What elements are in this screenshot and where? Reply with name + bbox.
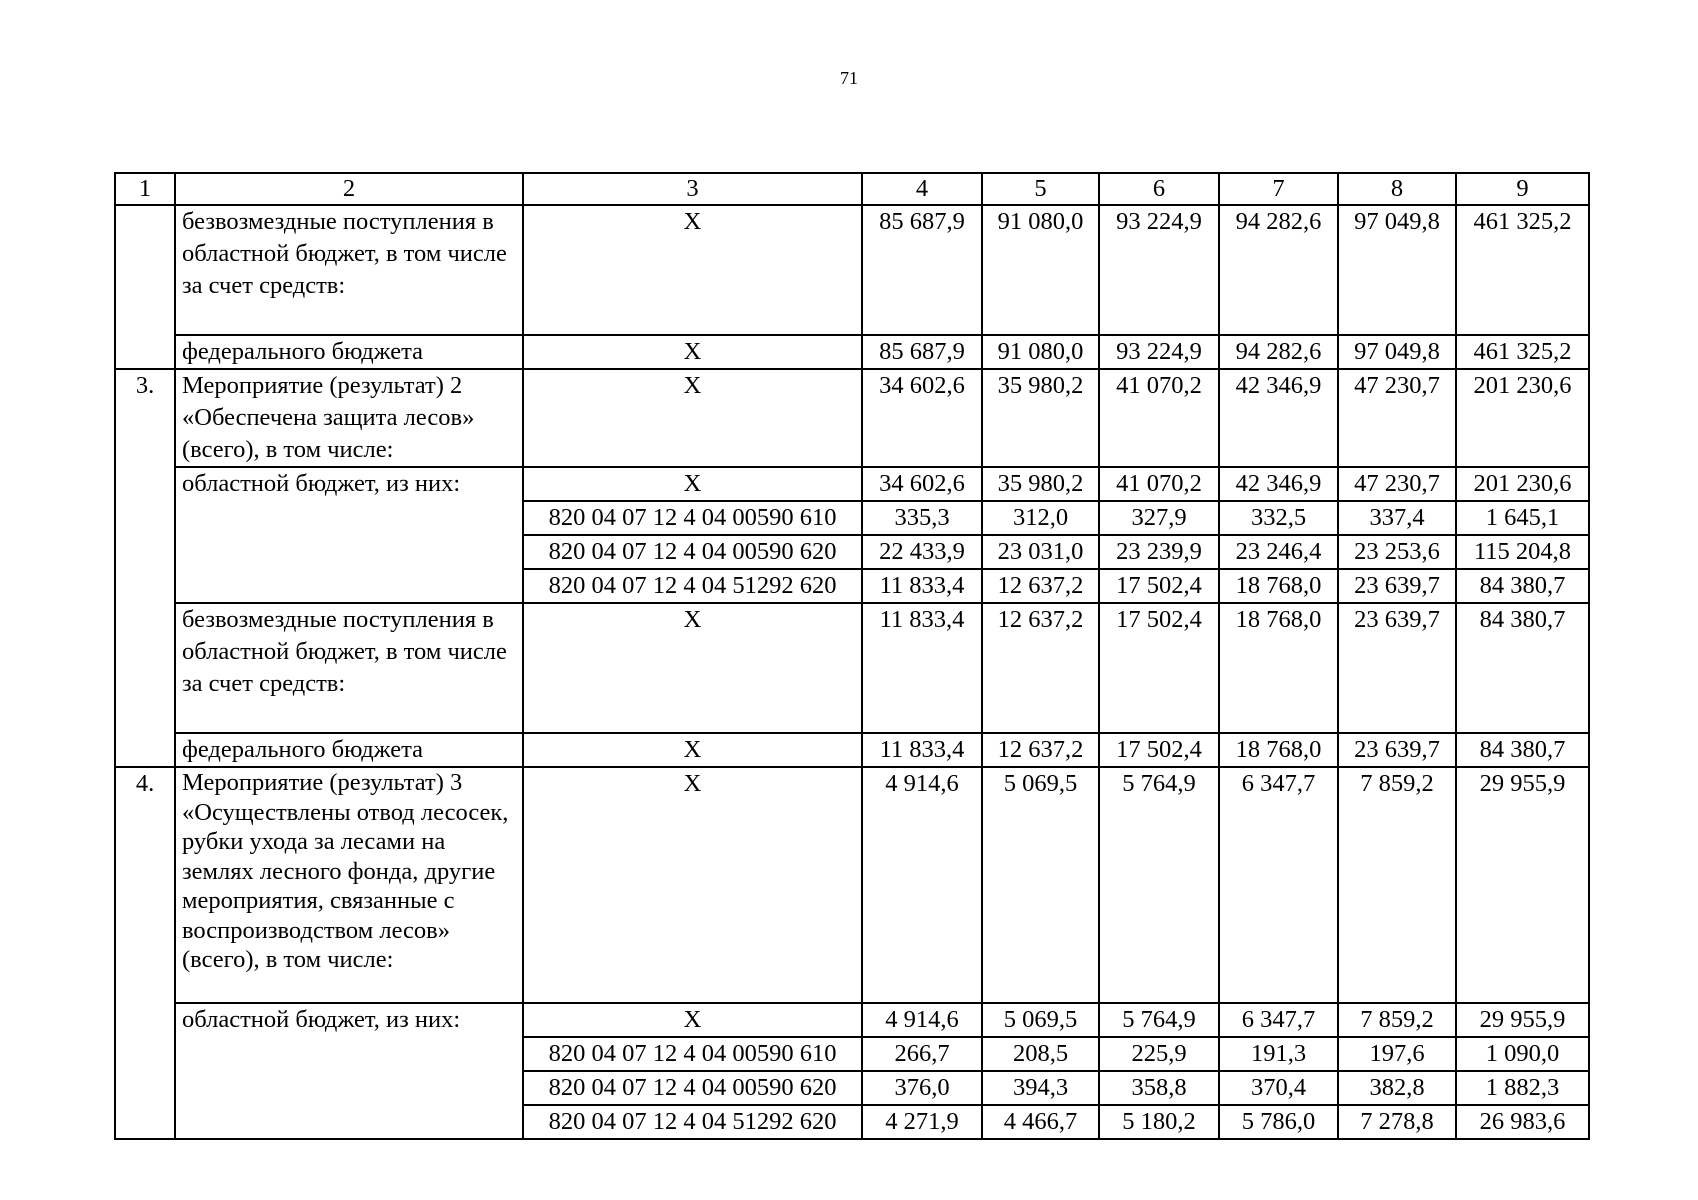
value-cell: 335,3	[862, 501, 982, 535]
value-cell: 358,8	[1099, 1071, 1219, 1105]
value-cell: 23 639,7	[1338, 603, 1456, 733]
table-row	[115, 205, 1589, 335]
value-cell: 5 180,2	[1099, 1105, 1219, 1139]
value-cell: 34 602,6	[862, 369, 982, 467]
value-cell: 17 502,4	[1099, 569, 1219, 603]
value-cell: 382,8	[1338, 1071, 1456, 1105]
value-cell: 94 282,6	[1219, 205, 1338, 335]
value-cell: 201 230,6	[1456, 467, 1589, 501]
value-cell: 6 347,7	[1219, 1003, 1338, 1037]
value-cell: 11 833,4	[862, 603, 982, 733]
value-cell: 18 768,0	[1219, 569, 1338, 603]
table-row	[115, 603, 1589, 733]
row-number-cell: 4.	[115, 767, 175, 1139]
value-cell: 29 955,9	[1456, 1003, 1589, 1037]
description-cell: областной бюджет, из них:	[175, 467, 523, 603]
value-cell: 18 768,0	[1219, 733, 1338, 767]
value-cell: 1 882,3	[1456, 1071, 1589, 1105]
value-cell: 41 070,2	[1099, 369, 1219, 467]
description-cell: областной бюджет, из них:	[175, 1003, 523, 1139]
budget-table	[114, 172, 1590, 1140]
value-cell: 197,6	[1338, 1037, 1456, 1071]
value-cell: 225,9	[1099, 1037, 1219, 1071]
value-cell: 327,9	[1099, 501, 1219, 535]
value-cell: 22 433,9	[862, 535, 982, 569]
value-cell: 34 602,6	[862, 467, 982, 501]
value-cell: 5 786,0	[1219, 1105, 1338, 1139]
row-number-cell: 3.	[115, 369, 175, 767]
value-cell: 85 687,9	[862, 205, 982, 335]
header-cell: 9	[1456, 173, 1589, 205]
description-cell: безвозмездные поступления в областной бюджет, в том числе за счет средств:	[175, 205, 523, 335]
value-cell: 11 833,4	[862, 569, 982, 603]
value-cell: 4 271,9	[862, 1105, 982, 1139]
value-cell: 94 282,6	[1219, 335, 1338, 369]
header-cell: 4	[862, 173, 982, 205]
code-cell: Х	[523, 467, 862, 501]
value-cell: 84 380,7	[1456, 569, 1589, 603]
value-cell: 7 859,2	[1338, 767, 1456, 1003]
value-cell: 93 224,9	[1099, 335, 1219, 369]
value-cell: 115 204,8	[1456, 535, 1589, 569]
value-cell: 84 380,7	[1456, 603, 1589, 733]
value-cell: 4 466,7	[982, 1105, 1099, 1139]
header-cell: 3	[523, 173, 862, 205]
description-cell: Мероприятие (результат) 2 «Обеспечена защита лесов» (всего), в том числе:	[175, 369, 523, 467]
value-cell: 35 980,2	[982, 467, 1099, 501]
code-cell: 820 04 07 12 4 04 00590 620	[523, 1071, 862, 1105]
code-cell: Х	[523, 767, 862, 1003]
header-cell: 1	[115, 173, 175, 205]
value-cell: 26 983,6	[1456, 1105, 1589, 1139]
description-cell: федерального бюджета	[175, 335, 523, 369]
value-cell: 23 031,0	[982, 535, 1099, 569]
code-cell: Х	[523, 733, 862, 767]
value-cell: 5 069,5	[982, 767, 1099, 1003]
code-cell: Х	[523, 1003, 862, 1037]
value-cell: 47 230,7	[1338, 369, 1456, 467]
page-number: 71	[840, 68, 858, 88]
value-cell: 91 080,0	[982, 205, 1099, 335]
value-cell: 7 859,2	[1338, 1003, 1456, 1037]
value-cell: 5 069,5	[982, 1003, 1099, 1037]
description-cell: безвозмездные поступления в областной бюджет, в том числе за счет средств:	[175, 603, 523, 733]
value-cell: 1 090,0	[1456, 1037, 1589, 1071]
value-cell: 17 502,4	[1099, 733, 1219, 767]
value-cell: 6 347,7	[1219, 767, 1338, 1003]
value-cell: 47 230,7	[1338, 467, 1456, 501]
value-cell: 312,0	[982, 501, 1099, 535]
table-row	[115, 767, 1589, 1003]
value-cell: 23 639,7	[1338, 569, 1456, 603]
value-cell: 12 637,2	[982, 603, 1099, 733]
value-cell: 29 955,9	[1456, 767, 1589, 1003]
value-cell: 394,3	[982, 1071, 1099, 1105]
value-cell: 97 049,8	[1338, 205, 1456, 335]
code-cell: Х	[523, 335, 862, 369]
code-cell: Х	[523, 603, 862, 733]
code-cell: 820 04 07 12 4 04 00590 610	[523, 501, 862, 535]
table-row	[115, 467, 1589, 501]
value-cell: 337,4	[1338, 501, 1456, 535]
value-cell: 5 764,9	[1099, 1003, 1219, 1037]
value-cell: 35 980,2	[982, 369, 1099, 467]
value-cell: 4 914,6	[862, 1003, 982, 1037]
header-cell: 7	[1219, 173, 1338, 205]
value-cell: 84 380,7	[1456, 733, 1589, 767]
code-cell: Х	[523, 205, 862, 335]
value-cell: 12 637,2	[982, 733, 1099, 767]
code-cell: Х	[523, 369, 862, 467]
value-cell: 85 687,9	[862, 335, 982, 369]
table-row	[115, 733, 1589, 767]
value-cell: 461 325,2	[1456, 335, 1589, 369]
value-cell: 12 637,2	[982, 569, 1099, 603]
value-cell: 11 833,4	[862, 733, 982, 767]
value-cell: 191,3	[1219, 1037, 1338, 1071]
value-cell: 17 502,4	[1099, 603, 1219, 733]
value-cell: 91 080,0	[982, 335, 1099, 369]
code-cell: 820 04 07 12 4 04 51292 620	[523, 569, 862, 603]
value-cell: 23 246,4	[1219, 535, 1338, 569]
value-cell: 23 253,6	[1338, 535, 1456, 569]
value-cell: 201 230,6	[1456, 369, 1589, 467]
header-cell: 8	[1338, 173, 1456, 205]
row-number-cell	[115, 205, 175, 369]
value-cell: 208,5	[982, 1037, 1099, 1071]
value-cell: 97 049,8	[1338, 335, 1456, 369]
value-cell: 93 224,9	[1099, 205, 1219, 335]
value-cell: 1 645,1	[1456, 501, 1589, 535]
header-cell: 6	[1099, 173, 1219, 205]
value-cell: 18 768,0	[1219, 603, 1338, 733]
value-cell: 23 239,9	[1099, 535, 1219, 569]
code-cell: 820 04 07 12 4 04 00590 620	[523, 535, 862, 569]
value-cell: 5 764,9	[1099, 767, 1219, 1003]
table-row	[115, 335, 1589, 369]
value-cell: 42 346,9	[1219, 467, 1338, 501]
value-cell: 41 070,2	[1099, 467, 1219, 501]
description-cell: Мероприятие (результат) 3 «Осуществлены отвод лесосек, рубки ухода за лесами на землях лесного фонда, другие мероприятия, связанные с воспроизводством лесов» (всего), в том числе:	[175, 767, 523, 1003]
header-cell: 2	[175, 173, 523, 205]
table-row	[115, 369, 1589, 467]
value-cell: 370,4	[1219, 1071, 1338, 1105]
value-cell: 7 278,8	[1338, 1105, 1456, 1139]
value-cell: 266,7	[862, 1037, 982, 1071]
value-cell: 4 914,6	[862, 767, 982, 1003]
table-row	[115, 1003, 1589, 1037]
value-cell: 461 325,2	[1456, 205, 1589, 335]
code-cell: 820 04 07 12 4 04 00590 610	[523, 1037, 862, 1071]
description-cell: федерального бюджета	[175, 733, 523, 767]
value-cell: 42 346,9	[1219, 369, 1338, 467]
header-cell: 5	[982, 173, 1099, 205]
value-cell: 332,5	[1219, 501, 1338, 535]
value-cell: 376,0	[862, 1071, 982, 1105]
table-header-row	[115, 173, 1589, 205]
value-cell: 23 639,7	[1338, 733, 1456, 767]
code-cell: 820 04 07 12 4 04 51292 620	[523, 1105, 862, 1139]
